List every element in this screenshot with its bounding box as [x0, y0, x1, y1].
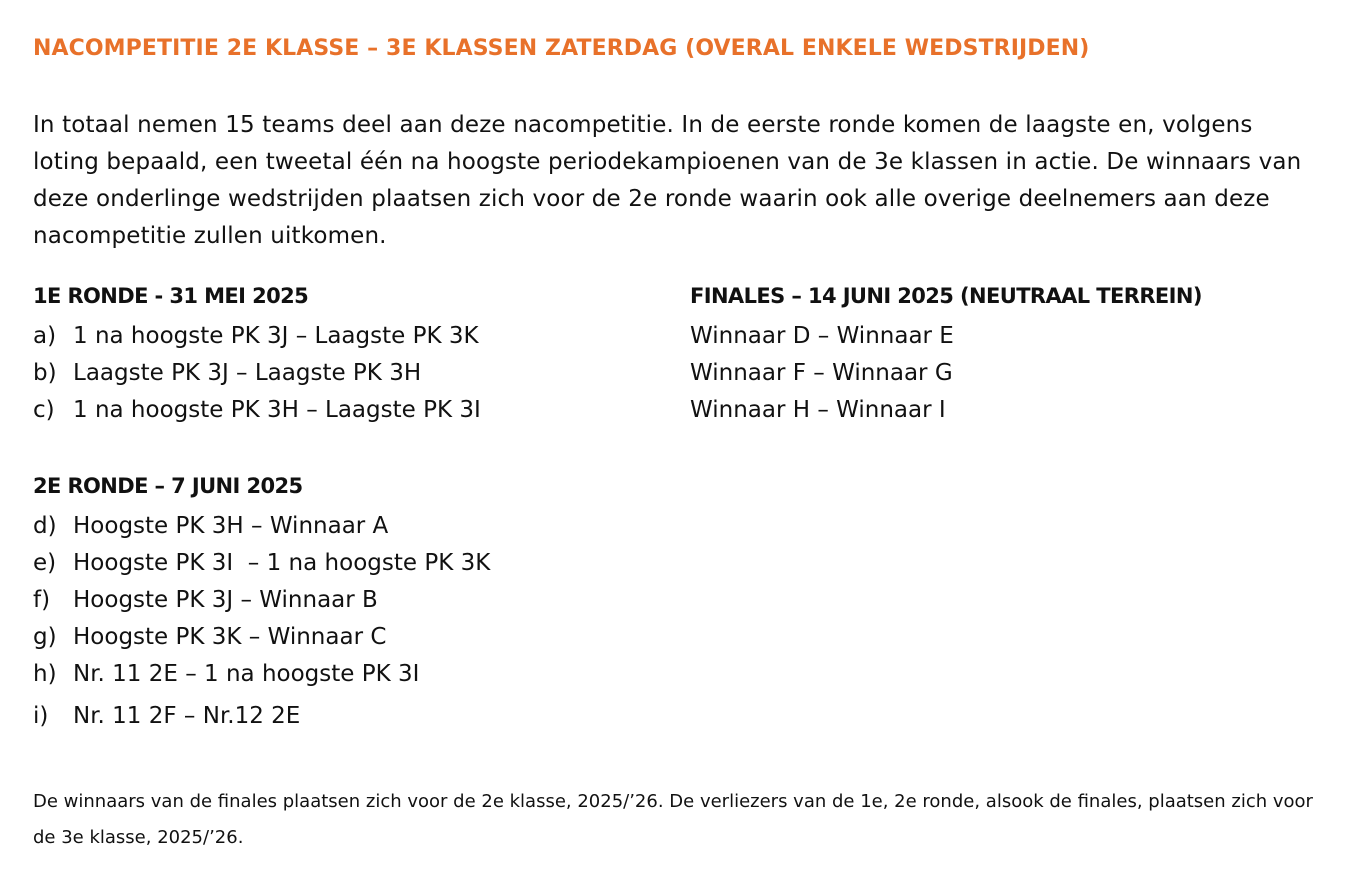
match-letter: a) — [33, 323, 57, 349]
match-text: Winnaar H – Winnaar I — [690, 397, 946, 423]
match-text: Nr. 11 2F – Nr.12 2E — [73, 703, 301, 729]
match-row-c — [33, 392, 481, 429]
match-row-e — [33, 545, 490, 582]
round1-title: 1E RONDE - 31 MEI 2025 — [33, 284, 309, 308]
match-row-h — [33, 656, 490, 693]
footer-note: De winnaars van de finales plaatsen zich voor de 2e klasse, 2025/’26. De verliezers van de 1e, 2e ronde, alsook de finales, plaatsen zich voor de 3e klasse, 2025/’26. — [33, 791, 1313, 848]
round2-section — [33, 471, 490, 735]
page-title: NACOMPETITIE 2E KLASSE – 3E KLASSEN ZATERDAG (OVERAL ENKELE WEDSTRIJDEN) — [33, 36, 1090, 61]
match-letter: b) — [33, 360, 57, 386]
match-text: Hoogste PK 3I – 1 na hoogste PK 3K — [73, 550, 491, 576]
finals-section — [690, 281, 1202, 429]
final-row-2 — [690, 355, 1202, 392]
match-text: Hoogste PK 3K – Winnaar C — [73, 624, 387, 650]
match-row-g — [33, 619, 490, 656]
match-text: Winnaar D – Winnaar E — [690, 323, 954, 349]
match-letter: e) — [33, 550, 57, 576]
round2-title: 2E RONDE – 7 JUNI 2025 — [33, 474, 303, 498]
match-letter: d) — [33, 513, 57, 539]
match-text: Hoogste PK 3H – Winnaar A — [73, 513, 389, 539]
match-text: Hoogste PK 3J – Winnaar B — [73, 587, 378, 613]
round1-section — [33, 281, 481, 429]
finals-title: FINALES – 14 JUNI 2025 (NEUTRAAL TERREIN) — [690, 284, 1202, 308]
match-text: Winnaar F – Winnaar G — [690, 360, 953, 386]
final-row-3 — [690, 392, 1202, 429]
match-row-a — [33, 318, 481, 355]
match-row-i — [33, 693, 490, 735]
intro-paragraph: In totaal nemen 15 teams deel aan deze nacompetitie. In de eerste ronde komen de laagste en, volgens loting bepaald, een tweetal één na hoogste periodekampioenen van de 3e klassen in actie. De winnaars van deze onderlinge wedstrijden plaatsen zich voor de 2e ronde waarin ook alle overige deelnemers aan deze nacompetitie zullen uitkomen. — [33, 112, 1302, 249]
match-text: 1 na hoogste PK 3J – Laagste PK 3K — [73, 323, 479, 349]
match-letter: h) — [33, 661, 57, 687]
match-text: Laagste PK 3J – Laagste PK 3H — [73, 360, 422, 386]
match-row-d — [33, 508, 490, 545]
match-text: 1 na hoogste PK 3H – Laagste PK 3I — [73, 397, 481, 423]
final-row-1 — [690, 318, 1202, 355]
match-text: Nr. 11 2E – 1 na hoogste PK 3I — [73, 661, 420, 687]
match-letter: i) — [33, 703, 49, 729]
match-row-f — [33, 582, 490, 619]
match-letter: f) — [33, 587, 51, 613]
match-letter: g) — [33, 624, 57, 650]
match-row-b — [33, 355, 481, 392]
match-letter: c) — [33, 397, 55, 423]
